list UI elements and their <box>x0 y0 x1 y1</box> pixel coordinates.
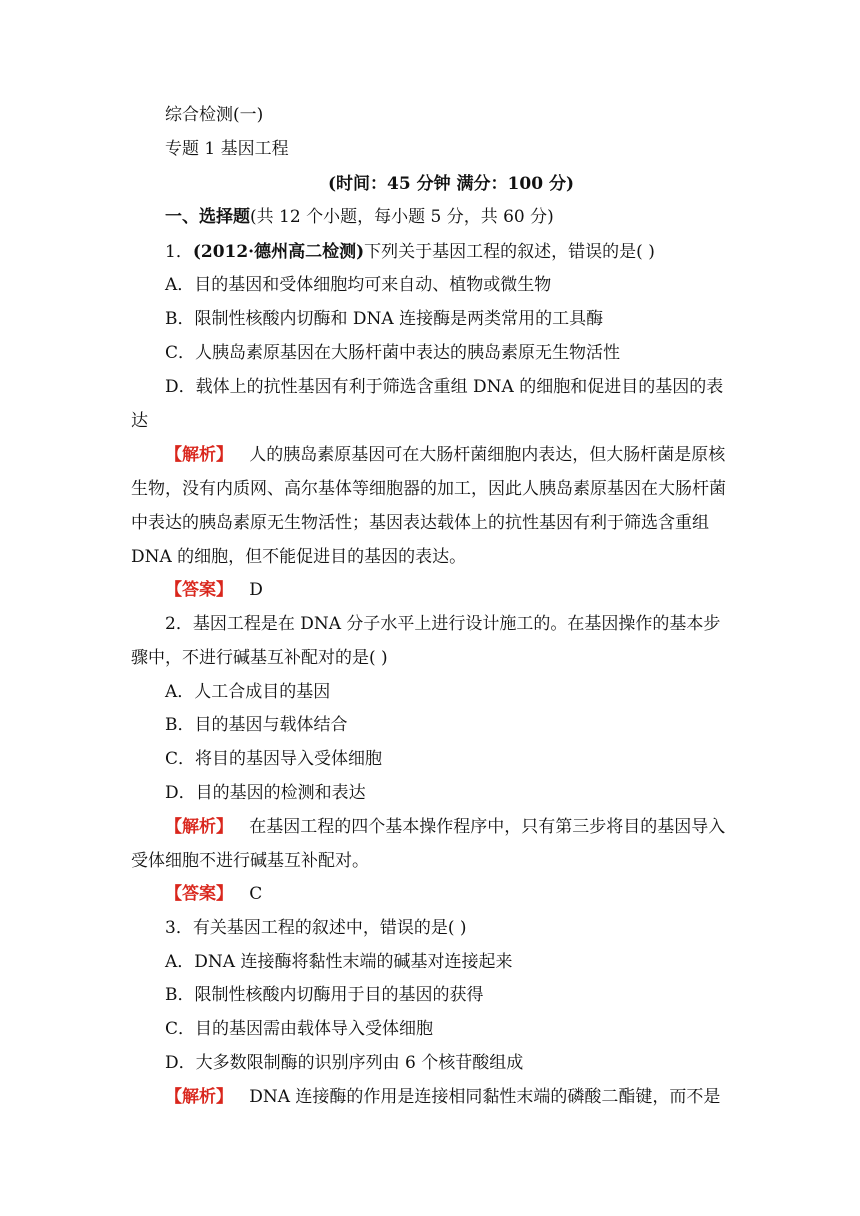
question-1-option-c: C．人胰岛素原基因在大肠杆菌中表达的胰岛素原无生物活性 <box>165 343 621 363</box>
section-heading-bold: 一、选择题 <box>165 207 250 227</box>
analysis-text: DNA 连接酶的作用是连接相同黏性末端的磷酸二酯键，而不是 <box>249 1087 721 1107</box>
answer-value: D <box>249 580 263 600</box>
question-2-analysis-line-1 <box>165 815 725 839</box>
question-1-answer <box>165 578 263 602</box>
section-heading-rest: (共 12 个小题，每小题 5 分，共 60 分) <box>250 207 554 227</box>
question-2-option-c: C．将目的基因导入受体细胞 <box>165 749 383 769</box>
question-2-option-b: B．目的基因与载体结合 <box>165 715 348 735</box>
section-heading <box>165 205 554 229</box>
question-1-option-d-cont: 达 <box>131 411 148 431</box>
analysis-label: 【解析】 <box>165 445 233 465</box>
analysis-label: 【解析】 <box>165 817 233 837</box>
question-1-option-b: B．限制性核酸内切酶和 DNA 连接酶是两类常用的工具酶 <box>165 309 604 329</box>
question-3-option-d: D．大多数限制酶的识别序列由 6 个核苷酸组成 <box>165 1053 524 1073</box>
time-info: (时间：45 分钟 满分：100 分) <box>328 174 574 194</box>
question-1-num: 1． <box>165 242 193 262</box>
question-2-answer <box>165 882 262 906</box>
question-1-source: (2012·德州高二检测) <box>192 242 365 262</box>
answer-label: 【答案】 <box>165 580 233 600</box>
analysis-text: 人的胰岛素原基因可在大肠杆菌细胞内表达，但大肠杆菌是原核 <box>249 445 726 465</box>
question-2-option-a: A．人工合成目的基因 <box>165 682 331 702</box>
question-3-option-a: A．DNA 连接酶将黏性末端的碱基对连接起来 <box>165 952 513 972</box>
question-2-analysis-line-2: 受体细胞不进行碱基互补配对。 <box>131 851 369 871</box>
question-3-option-b: B．限制性核酸内切酶用于目的基因的获得 <box>165 985 484 1005</box>
question-1-analysis-line-4: DNA 的细胞，但不能促进目的基因的表达。 <box>131 547 467 567</box>
doc-subtitle: 专题 1 基因工程 <box>165 139 289 159</box>
question-1-option-a: A．目的基因和受体细胞均可来自动、植物或微生物 <box>165 275 552 295</box>
question-2-option-d: D．目的基因的检测和表达 <box>165 783 366 803</box>
answer-value: C <box>249 884 263 904</box>
question-1-analysis-line-1 <box>165 443 725 467</box>
analysis-label: 【解析】 <box>165 1087 233 1107</box>
question-1-stem <box>165 240 655 264</box>
doc-title: 综合检测(一) <box>165 105 264 125</box>
question-2-stem-line-1: 2．基因工程是在 DNA 分子水平上进行设计施工的。在基因操作的基本步 <box>165 614 721 634</box>
question-1-analysis-line-3: 中表达的胰岛素原无生物活性；基因表达载体上的抗性基因有利于筛选含重组 <box>131 513 709 533</box>
question-1-text: 下列关于基因工程的叙述，错误的是( ) <box>364 242 655 262</box>
answer-label: 【答案】 <box>165 884 233 904</box>
question-3-stem: 3．有关基因工程的叙述中，错误的是( ) <box>165 918 467 938</box>
analysis-text: 在基因工程的四个基本操作程序中，只有第三步将目的基因导入 <box>249 817 726 837</box>
question-3-analysis-line-1 <box>165 1085 720 1109</box>
question-3-option-c: C．目的基因需由载体导入受体细胞 <box>165 1019 434 1039</box>
question-1-analysis-line-2: 生物，没有内质网、高尔基体等细胞器的加工，因此人胰岛素原基因在大肠杆菌 <box>131 479 726 499</box>
question-1-option-d: D．载体上的抗性基因有利于筛选含重组 DNA 的细胞和促进目的基因的表 <box>165 377 724 397</box>
question-2-stem-line-2: 骤中，不进行碱基互补配对的是( ) <box>131 648 388 668</box>
